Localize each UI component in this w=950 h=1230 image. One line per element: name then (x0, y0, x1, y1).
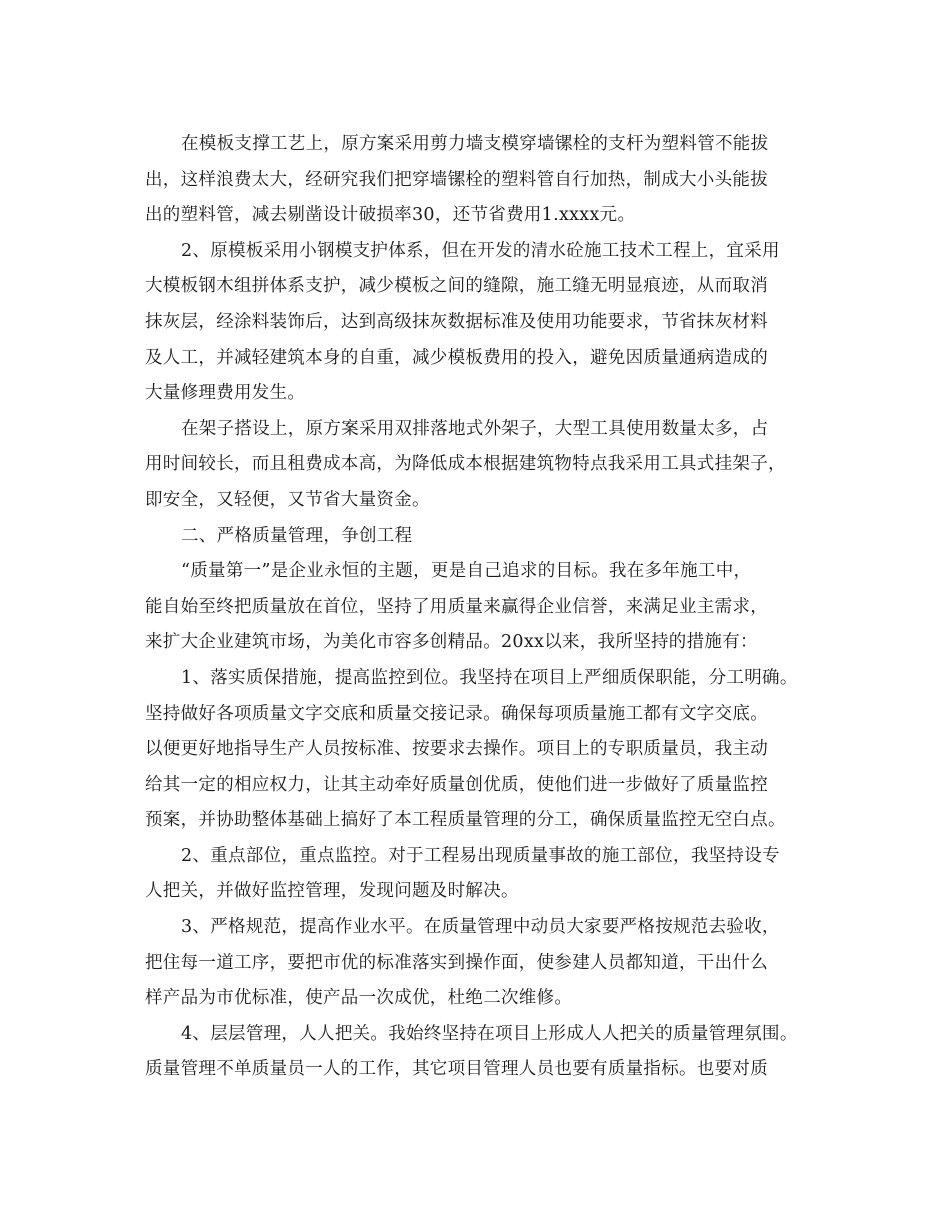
text-line: 及人工，并减轻建筑本身的自重，减少模板费用的投入，避免因质量通病造成的 (145, 347, 768, 368)
text-line: 坚持做好各项质量文字交底和质量交接记录。确保每项质量施工都有文字交底。 (145, 703, 768, 724)
text-line: 人把关，并做好监控管理，发现问题及时解决。 (145, 881, 519, 902)
text-line: 用时间较长，而且租费成本高，为降低成本根据建筑物特点我采用工具式挂架子， (145, 454, 786, 475)
text-line: “质量第一”是企业永恒的主题，更是自己追求的目标。我在多年施工中， (181, 561, 752, 582)
text-line: 大量修理费用发生。 (145, 383, 306, 404)
text-line: 出，这样浪费太大，经研究我们把穿墙镙栓的塑料管自行加热，制成大小头能拔 (145, 169, 768, 190)
text-line: 即安全，又轻便，又节省大量资金。 (145, 489, 430, 510)
text-line: 出的塑料管，减去剔凿设计破损率30，还节省费用1.xxxx元。 (145, 205, 636, 226)
text-line: 把住每一道工序，要把市优的标准落实到操作面，使参建人员都知道，干出什么 (145, 952, 768, 973)
text-line: 二、严格质量管理，争创工程 (181, 525, 413, 546)
document-body (145, 127, 845, 1088)
text-line: 质量管理不单质量员一人的工作，其它项目管理人员也要有质量指标。也要对质 (145, 1059, 768, 1080)
text-line: 3、严格规范，提高作业水平。在质量管理中动员大家要严格按规范去验收， (181, 917, 780, 938)
text-line: 样产品为市优标准，使产品一次成优，杜绝二次维修。 (145, 988, 573, 1009)
text-line: 在模板支撑工艺上，原方案采用剪力墙支模穿墙镙栓的支杆为塑料管不能拔 (181, 134, 769, 154)
text-line: 在架子搭设上，原方案采用双排落地式外架子，大型工具使用数量太多，占 (181, 418, 769, 439)
text-line: 4、层层管理，人人把关。我始终坚持在项目上形成人人把关的质量管理氛围。 (181, 1023, 798, 1044)
text-line: 预案，并协助整体基础上搞好了本工程质量管理的分工，确保质量监控无空白点。 (145, 810, 786, 831)
text-line: 能自始至终把质量放在首位，坚持了用质量来赢得企业信誉，来满足业主需求， (145, 596, 768, 617)
text-line: 大模板钢木组拼体系支护，减少模板之间的缝隙，施工缝无明显痕迹，从而取消 (145, 276, 768, 297)
text-line: 给其一定的相应权力，让其主动牵好质量创优质，使他们进一步做好了质量监控 (145, 774, 768, 795)
text-line: 2、重点部位，重点监控。对于工程易出现质量事故的施工部位，我坚持设专 (181, 845, 780, 866)
text-line: 来扩大企业建筑市场，为美化市容多创精品。20xx以来，我所坚持的措施有： (145, 632, 758, 653)
text-line: 以便更好地指导生产人员按标准、按要求去操作。项目上的专职质量员，我主动 (145, 739, 768, 760)
text-line: 2、原模板采用小钢模支护体系，但在开发的清水砼施工技术工程上，宜采用 (181, 240, 780, 261)
text-line: 1、落实质保措施，提高监控到位。我坚持在项目上严细质保职能，分工明确。 (181, 667, 798, 688)
text-line: 抹灰层，经涂料装饰后，达到高级抹灰数据标准及使用功能要求，节省抹灰材料 (145, 311, 768, 332)
